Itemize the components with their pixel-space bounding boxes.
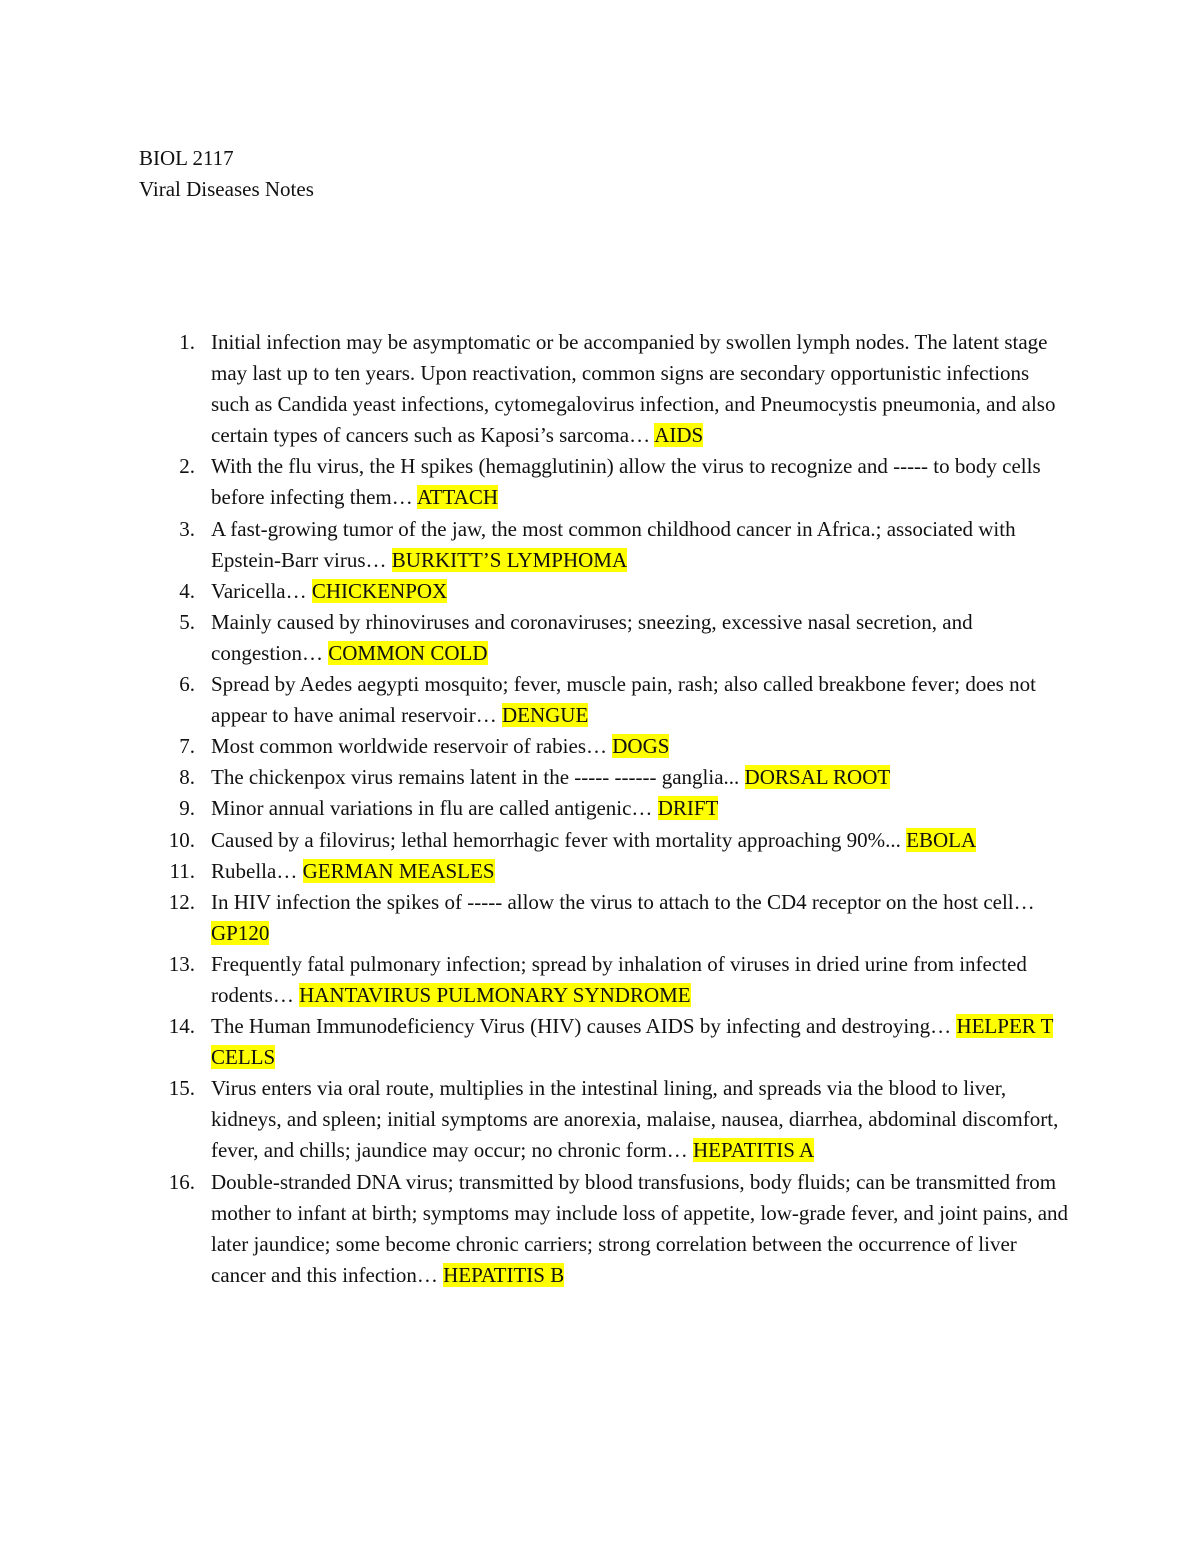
item-prompt: Initial infection may be asymptomatic or be accompanied by swollen lymph nodes. The latent stage may last up to ten years. Upon reactivation, common signs are secondary opportunistic infections such as Candida yeast infections, cytomegalovirus infection, and Pneumocystis pneumonia, and also certain types of cancers such as Kaposi’s sarcoma… bbox=[211, 330, 1056, 448]
answer-highlight: EBOLA bbox=[906, 827, 977, 852]
item-prompt: Mainly caused by rhinoviruses and coronaviruses; sneezing, excessive nasal secretion, and congestion… bbox=[211, 609, 973, 665]
item-number: 11. bbox=[169, 858, 195, 883]
answer-highlight: HEPATITIS A bbox=[693, 1138, 815, 1163]
answer-highlight: AIDS bbox=[654, 423, 704, 448]
list-item bbox=[0, 731, 1071, 762]
item-prompt: Frequently fatal pulmonary infection; spread by inhalation of viruses in dried urine from infected rodents… bbox=[211, 951, 1027, 1007]
item-prompt: Virus enters via oral route, multiplies in the intestinal lining, and spreads via the blood to liver, kidneys, and spleen; initial symptoms are anorexia, malaise, nausea, diarrhea, abdominal discomfort, fever, and chills; jaundice may occur; no chronic form… bbox=[211, 1076, 1059, 1163]
list-item bbox=[0, 607, 1071, 669]
answer-highlight: HEPATITIS B bbox=[443, 1262, 565, 1287]
item-number: 10. bbox=[168, 827, 195, 852]
item-number: 12. bbox=[168, 889, 195, 914]
answer-highlight: BURKITT’S LYMPHOMA bbox=[391, 547, 628, 572]
list-item bbox=[0, 1167, 1071, 1291]
answer-highlight: GERMAN MEASLES bbox=[302, 858, 495, 883]
item-number: 16. bbox=[168, 1169, 195, 1194]
answer-highlight: GP120 bbox=[211, 920, 270, 945]
item-prompt: Varicella… bbox=[211, 578, 307, 603]
course-code: BIOL 2117 bbox=[139, 146, 234, 170]
list-item bbox=[0, 1011, 1071, 1073]
item-number: 3. bbox=[179, 516, 195, 541]
list-item bbox=[0, 949, 1071, 1011]
item-number: 8. bbox=[179, 765, 195, 790]
item-prompt: Double-stranded DNA virus; transmitted by blood transfusions, body fluids; can be transmitted from mother to infant at birth; symptoms may include loss of appetite, low-grade fever, and joint pains, and later jaundice; some become chronic carriers; strong correlation between the occurrence of liver cancer and this infection… bbox=[211, 1169, 1069, 1287]
item-number: 13. bbox=[168, 951, 195, 976]
list-item bbox=[0, 887, 1071, 949]
item-number: 7. bbox=[179, 734, 195, 759]
answer-highlight: ATTACH bbox=[416, 485, 499, 510]
item-prompt: With the flu virus, the H spikes (hemagglutinin) allow the virus to recognize and ----- to body cells before infecting them… bbox=[211, 454, 1041, 510]
item-prompt: The chickenpox virus remains latent in the ----- ------ ganglia... bbox=[211, 765, 740, 790]
list-item bbox=[0, 669, 1071, 731]
question-list bbox=[0, 327, 1200, 1291]
list-item bbox=[0, 825, 1071, 856]
list-item bbox=[0, 576, 1071, 607]
list-item bbox=[0, 451, 1071, 513]
answer-highlight: HANTAVIRUS PULMONARY SYNDROME bbox=[299, 982, 691, 1007]
item-number: 6. bbox=[179, 672, 195, 697]
item-number: 9. bbox=[179, 796, 195, 821]
item-number: 15. bbox=[168, 1076, 195, 1101]
item-number: 4. bbox=[179, 578, 195, 603]
item-number: 14. bbox=[168, 1014, 195, 1039]
item-prompt: Spread by Aedes aegypti mosquito; fever, muscle pain, rash; also called breakbone fever; does not appear to have animal reservoir… bbox=[211, 672, 1036, 728]
list-item bbox=[0, 856, 1071, 887]
answer-highlight: HELPER T CELLS bbox=[211, 1014, 1054, 1070]
item-prompt: Caused by a filovirus; lethal hemorrhagic fever with mortality approaching 90%... bbox=[211, 827, 901, 852]
item-prompt: Most common worldwide reservoir of rabies… bbox=[211, 734, 607, 759]
item-number: 2. bbox=[179, 454, 195, 479]
list-item bbox=[0, 762, 1071, 793]
answer-highlight: DOGS bbox=[612, 734, 670, 759]
list-item bbox=[0, 327, 1071, 451]
document-title: Viral Diseases Notes bbox=[139, 177, 314, 201]
item-number: 1. bbox=[179, 330, 195, 354]
document-header bbox=[139, 143, 314, 205]
answer-highlight: DRIFT bbox=[657, 796, 719, 821]
answer-highlight: COMMON COLD bbox=[328, 640, 488, 665]
item-prompt: The Human Immunodeficiency Virus (HIV) causes AIDS by infecting and destroying… bbox=[211, 1014, 952, 1039]
answer-highlight: DENGUE bbox=[501, 703, 589, 728]
item-prompt: Minor annual variations in flu are called antigenic… bbox=[211, 796, 653, 821]
answer-highlight: CHICKENPOX bbox=[311, 578, 448, 603]
item-prompt: A fast-growing tumor of the jaw, the most common childhood cancer in Africa.; associated with Epstein-Barr virus… bbox=[211, 516, 1016, 572]
answer-highlight: DORSAL ROOT bbox=[744, 765, 891, 790]
item-number: 5. bbox=[179, 609, 195, 634]
list-item bbox=[0, 793, 1071, 824]
item-prompt: Rubella… bbox=[211, 858, 298, 883]
item-prompt: In HIV infection the spikes of ----- allow the virus to attach to the CD4 receptor on the host cell… bbox=[211, 889, 1035, 914]
list-item bbox=[0, 1073, 1071, 1166]
list-item bbox=[0, 514, 1071, 576]
